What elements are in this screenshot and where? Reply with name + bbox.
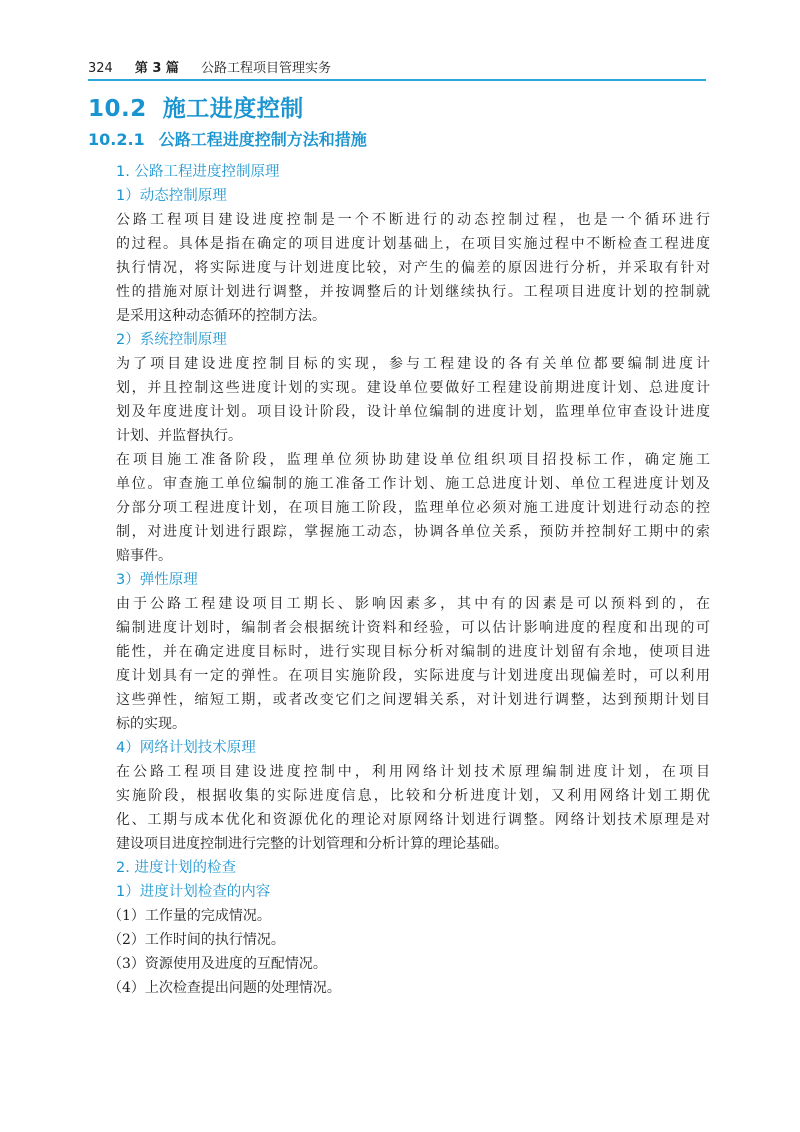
list-item: （4）上次检查提出问题的处理情况。 — [108, 980, 341, 996]
text-line: 能性，并在确定进度目标时，进行实现目标分析对编制的进度计划留有余地，使项目进 — [116, 644, 710, 660]
text-line: 执行情况，将实际进度与计划进度比较，对产生的偏差的原因进行分析，并采取有针对 — [116, 260, 710, 276]
text-line: 度计划具有一定的弹性。在项目实施阶段，实际进度与计划进度出现偏差时，可以利用 — [116, 668, 710, 684]
text-line: 标的实现。 — [116, 716, 186, 732]
text-line: 的过程。具体是指在确定的项目进度计划基础上，在项目实施过程中不断检查工程进度 — [116, 236, 710, 252]
subheading-check-contents: 1）进度计划检查的内容 — [116, 884, 271, 900]
subheading-dynamic-control: 1）动态控制原理 — [116, 188, 227, 204]
text-line: 编制进度计划时，编制者会根据统计资料和经验，可以估计影响进度的程度和出现的可 — [116, 620, 710, 636]
text-line: 这些弹性，缩短工期，或者改变它们之间逻辑关系，对计划进行调整，达到预期计划目 — [116, 692, 710, 708]
text-line: 在项目施工准备阶段，监理单位须协助建设单位组织项目招投标工作，确定施工 — [116, 452, 710, 468]
header-rule — [88, 79, 706, 81]
paragraph-network-planning — [116, 760, 710, 856]
section-number: 10.2 — [88, 96, 147, 122]
text-line: 赔事件。 — [116, 548, 172, 564]
text-line: 制，对进度计划进行跟踪，掌握施工动态，协调各单位关系，预防并控制好工期中的索 — [116, 524, 710, 540]
text-line: 划及年度进度计划。项目设计阶段，设计单位编制的进度计划，监理单位审查设计进度 — [116, 404, 710, 420]
paragraph-elasticity — [116, 592, 710, 736]
text-line: 单位。审查施工单位编制的施工准备工作计划、施工总进度计划、单位工程进度计划及 — [116, 476, 710, 492]
paragraph-dynamic-control — [116, 208, 710, 328]
section-heading — [88, 90, 304, 123]
text-line: 化、工期与成本优化和资源优化的理论对原网络计划进行调整。网络计划技术原理是对 — [116, 812, 710, 828]
paragraph-system-control — [116, 352, 710, 448]
text-line: 由于公路工程建设项目工期长、影响因素多，其中有的因素是可以预料到的，在 — [116, 596, 710, 612]
text-line: 为了项目建设进度控制目标的实现，参与工程建设的各有关单位都要编制进度计 — [116, 356, 710, 372]
subsection-number: 10.2.1 — [88, 130, 145, 149]
subheading-network-planning: 4）网络计划技术原理 — [116, 740, 256, 756]
page-number: 324 — [88, 61, 113, 76]
part-label: 第 3 篇 — [134, 61, 179, 76]
text-line: 实施阶段，根据收集的实际进度信息，比较和分析进度计划，又利用网络计划工期优 — [116, 788, 710, 804]
subsection-heading — [88, 127, 367, 150]
text-line: 是采用这种动态循环的控制方法。 — [116, 308, 326, 324]
heading-control-principles: 1. 公路工程进度控制原理 — [116, 164, 280, 180]
list-item: （2）工作时间的执行情况。 — [108, 932, 285, 948]
paragraph-construction-prep — [116, 448, 710, 568]
text-line: 性的措施对原计划进行调整，并按调整后的计划继续执行。工程项目进度计划的控制就 — [116, 284, 710, 300]
text-line: 建设项目进度控制进行完整的计划管理和分析计算的理论基础。 — [116, 836, 508, 852]
subheading-system-control: 2）系统控制原理 — [116, 332, 227, 348]
text-line: 分部分项工程进度计划，在项目施工阶段，监理单位必须对施工进度计划进行动态的控 — [116, 500, 710, 516]
heading-schedule-check: 2. 进度计划的检查 — [116, 860, 236, 876]
subsection-title: 公路工程进度控制方法和措施 — [158, 130, 367, 149]
text-line: 在公路工程项目建设进度控制中，利用网络计划技术原理编制进度计划，在项目 — [116, 764, 710, 780]
book-title: 公路工程项目管理实务 — [200, 61, 331, 76]
text-line: 公路工程项目建设进度控制是一个不断进行的动态控制过程，也是一个循环进行 — [116, 212, 710, 228]
list-item: （1）工作量的完成情况。 — [108, 908, 271, 924]
text-line: 划，并且控制这些进度计划的实现。建设单位要做好工程建设前期进度计划、总进度计 — [116, 380, 710, 396]
list-item: （3）资源使用及进度的互配情况。 — [108, 956, 327, 972]
text-line: 计划、并监督执行。 — [116, 428, 242, 444]
section-title: 施工进度控制 — [162, 96, 304, 122]
running-head — [88, 50, 712, 76]
page-body — [108, 160, 710, 1000]
subheading-elasticity: 3）弹性原理 — [116, 572, 198, 588]
